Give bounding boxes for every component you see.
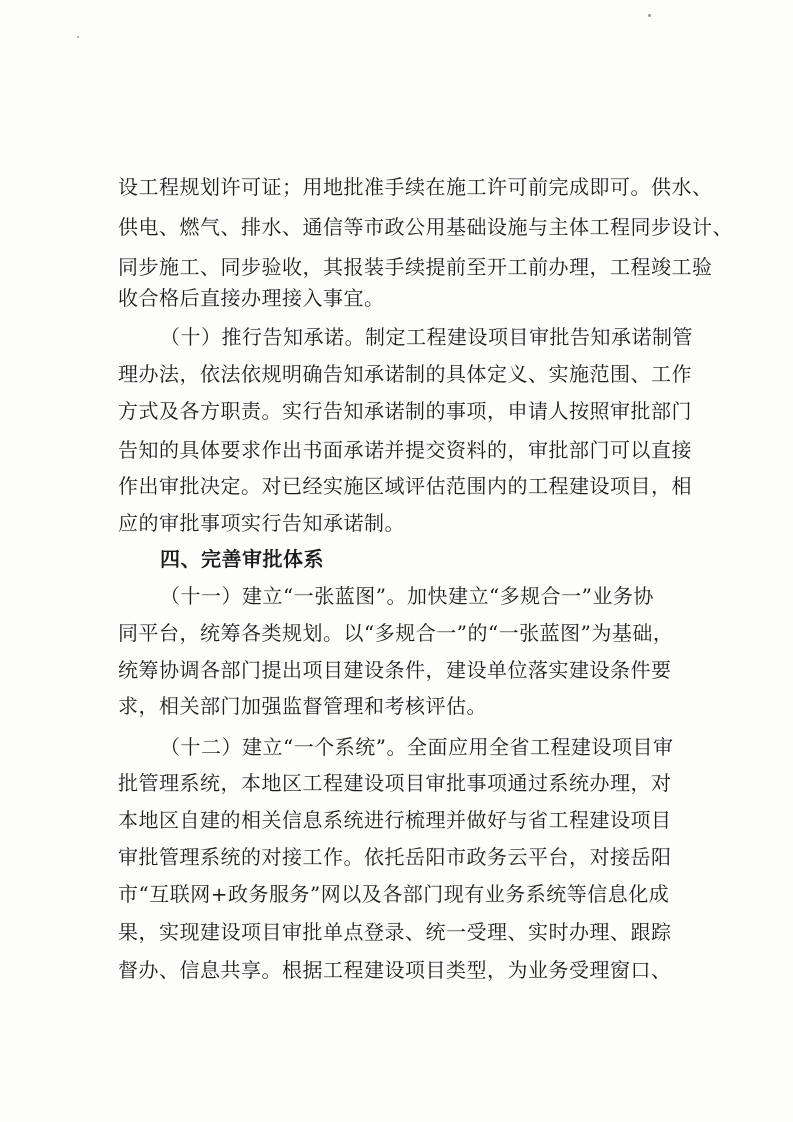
body-text-line: 审批管理系统的对接工作。依托岳阳市政务云平台，对接岳阳	[118, 845, 672, 869]
body-text-line: 告知的具体要求作出书面承诺并提交资料的，审批部门可以直接	[118, 438, 692, 462]
body-text-line: 同平台，统筹各类规划。以“多规合一”的“一张蓝图”为基础，	[118, 621, 674, 645]
body-text-line: 批管理系统，本地区工程建设项目审批事项通过系统办理，对	[118, 771, 672, 795]
body-text-line: 统筹协调各部门提出项目建设条件，建设单位落实建设条件要	[118, 658, 672, 682]
body-text-line: 供电、燃气、排水、通信等市政公用基础设施与主体工程同步设计、	[118, 215, 733, 239]
body-text-line: 理办法，依法依规明确告知承诺制的具体定义、实施范围、工作	[118, 362, 692, 386]
body-text-line: （十二）建立“一个系统”。全面应用全省工程建设项目审	[160, 735, 674, 759]
body-text-line: 同步施工、同步验收，其报装手续提前至开工前办理，工程竣工验	[118, 255, 713, 279]
body-text-line: 督办、信息共享。根据工程建设项目类型，为业务受理窗口、	[118, 958, 672, 982]
body-text-line: （十）推行告知承诺。制定工程建设项目审批告知承诺制管	[160, 325, 693, 349]
body-text-line: （十一）建立“一张蓝图”。加快建立“多规合一”业务协	[160, 584, 654, 608]
body-text-line: 应的审批事项实行告知承诺制。	[118, 511, 405, 535]
body-text-line: 市“互联网+政务服务”网以及各部门现有业务系统等信息化成	[118, 882, 670, 906]
body-text-line: 求，相关部门加强监督管理和考核评估。	[118, 694, 487, 718]
body-text-line: 方式及各方职责。实行告知承诺制的事项，申请人按照审批部门	[118, 399, 692, 423]
scan-speck	[77, 36, 79, 38]
scan-speck	[648, 14, 651, 17]
section-heading: 四、完善审批体系	[160, 547, 324, 571]
body-text-line: 作出审批决定。对已经实施区域评估范围内的工程建设项目，相	[118, 474, 692, 498]
body-text-line: 果，实现建设项目审批单点登录、统一受理、实时办理、跟踪	[118, 920, 672, 944]
body-text-line: 本地区自建的相关信息系统进行梳理并做好与省工程建设项目	[118, 808, 672, 832]
body-text-line: 设工程规划许可证；用地批准手续在施工许可前完成即可。供水、	[118, 175, 713, 199]
body-text-line: 收合格后直接办理接入事宜。	[118, 286, 385, 310]
